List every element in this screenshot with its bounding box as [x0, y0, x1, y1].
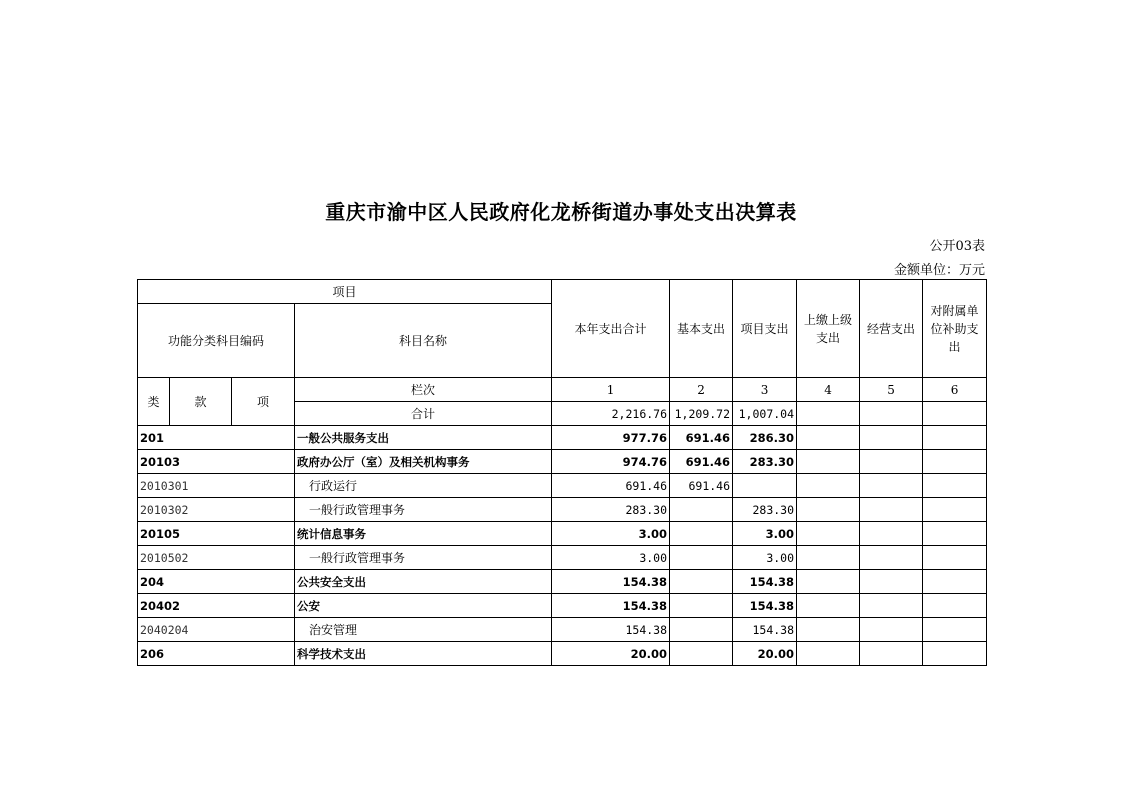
- column-number: 4: [797, 378, 860, 402]
- row-value: 691.46: [670, 450, 733, 474]
- row-value: [923, 546, 987, 570]
- row-code: 201: [138, 426, 295, 450]
- row-name: 科学技术支出: [295, 642, 552, 666]
- row-value: 154.38: [552, 570, 670, 594]
- row-value: [860, 618, 923, 642]
- row-value: 20.00: [552, 642, 670, 666]
- subject-name-header: 科目名称: [295, 304, 552, 378]
- row-value: [860, 522, 923, 546]
- row-code: 2010302: [138, 498, 295, 522]
- table-row: [138, 546, 987, 570]
- row-value: 691.46: [552, 474, 670, 498]
- row-name: 行政运行: [295, 474, 552, 498]
- row-value: [797, 618, 860, 642]
- row-value: 286.30: [733, 426, 797, 450]
- row-value: [860, 642, 923, 666]
- page-title: 重庆市渝中区人民政府化龙桥街道办事处支出决算表: [325, 200, 797, 224]
- row-name: 一般行政管理事务: [295, 546, 552, 570]
- row-name: 一般行政管理事务: [295, 498, 552, 522]
- row-value: [670, 594, 733, 618]
- table-row: [138, 450, 987, 474]
- table-row: [138, 618, 987, 642]
- row-value: [797, 426, 860, 450]
- row-value: [860, 426, 923, 450]
- row-value: 691.46: [670, 426, 733, 450]
- column-number: 3: [733, 378, 797, 402]
- row-value: [923, 594, 987, 618]
- row-value: [923, 642, 987, 666]
- row-code: 204: [138, 570, 295, 594]
- row-name: 公共安全支出: [295, 570, 552, 594]
- row-value: 974.76: [552, 450, 670, 474]
- lei-header: 类: [138, 378, 170, 426]
- total-value: [860, 402, 923, 426]
- row-value: [923, 522, 987, 546]
- col-header-project: 项目支出: [733, 280, 797, 378]
- row-value: 154.38: [733, 618, 797, 642]
- row-value: [797, 546, 860, 570]
- col-header-remit: 上缴上级支出: [797, 280, 860, 378]
- row-value: [797, 498, 860, 522]
- row-value: 977.76: [552, 426, 670, 450]
- row-value: [670, 498, 733, 522]
- total-value: 1,007.04: [733, 402, 797, 426]
- table-row: [138, 474, 987, 498]
- table-row: [138, 594, 987, 618]
- column-number: 1: [552, 378, 670, 402]
- kuan-header: 款: [170, 378, 232, 426]
- row-code: 2010301: [138, 474, 295, 498]
- total-value: 1,209.72: [670, 402, 733, 426]
- total-value: [923, 402, 987, 426]
- col-header-basic: 基本支出: [670, 280, 733, 378]
- table-row: [138, 642, 987, 666]
- row-code: 206: [138, 642, 295, 666]
- row-code: 2010502: [138, 546, 295, 570]
- row-value: 283.30: [733, 450, 797, 474]
- row-name: 公安: [295, 594, 552, 618]
- row-value: [923, 498, 987, 522]
- row-code: 2040204: [138, 618, 295, 642]
- row-value: [860, 450, 923, 474]
- row-value: [797, 642, 860, 666]
- row-value: [797, 450, 860, 474]
- row-value: 154.38: [733, 570, 797, 594]
- table-row: [138, 426, 987, 450]
- row-value: 283.30: [733, 498, 797, 522]
- row-value: 3.00: [733, 522, 797, 546]
- column-number: 6: [923, 378, 987, 402]
- table-row: [138, 522, 987, 546]
- row-value: [923, 450, 987, 474]
- total-value: [797, 402, 860, 426]
- row-value: [670, 642, 733, 666]
- xiang-header: 项: [232, 378, 295, 426]
- project-header: 项目: [138, 280, 552, 304]
- row-value: [797, 570, 860, 594]
- amount-unit: 金额单位：万元: [893, 263, 985, 278]
- row-value: [670, 522, 733, 546]
- row-value: 20.00: [733, 642, 797, 666]
- row-value: [860, 570, 923, 594]
- col-header-business: 经营支出: [860, 280, 923, 378]
- col-header-total: 本年支出合计: [552, 280, 670, 378]
- row-name: 统计信息事务: [295, 522, 552, 546]
- row-value: [860, 594, 923, 618]
- func-code-header: 功能分类科目编码: [138, 304, 295, 378]
- row-value: 283.30: [552, 498, 670, 522]
- row-value: [733, 474, 797, 498]
- row-value: [923, 570, 987, 594]
- row-code: 20105: [138, 522, 295, 546]
- total-value: 2,216.76: [552, 402, 670, 426]
- row-value: 154.38: [733, 594, 797, 618]
- row-value: [670, 618, 733, 642]
- lanci-label: 栏次: [295, 378, 552, 402]
- table-row: [138, 498, 987, 522]
- row-name: 治安管理: [295, 618, 552, 642]
- table-row: [138, 570, 987, 594]
- row-value: [670, 546, 733, 570]
- row-value: [797, 522, 860, 546]
- row-name: 一般公共服务支出: [295, 426, 552, 450]
- col-header-subsidy: 对附属单位补助支出: [923, 280, 987, 378]
- row-value: [797, 474, 860, 498]
- row-value: [860, 474, 923, 498]
- row-value: [670, 570, 733, 594]
- row-code: 20103: [138, 450, 295, 474]
- row-value: [923, 474, 987, 498]
- row-value: [923, 426, 987, 450]
- form-number: 公开03表: [929, 239, 985, 254]
- row-value: 3.00: [552, 546, 670, 570]
- row-value: [860, 498, 923, 522]
- row-value: 154.38: [552, 594, 670, 618]
- expenditure-table: [137, 279, 987, 666]
- total-label: 合计: [295, 402, 552, 426]
- column-number: 2: [670, 378, 733, 402]
- row-name: 政府办公厅（室）及相关机构事务: [295, 450, 552, 474]
- row-code: 20402: [138, 594, 295, 618]
- row-value: [797, 594, 860, 618]
- row-value: 691.46: [670, 474, 733, 498]
- row-value: [923, 618, 987, 642]
- row-value: 3.00: [733, 546, 797, 570]
- column-number: 5: [860, 378, 923, 402]
- row-value: 3.00: [552, 522, 670, 546]
- row-value: 154.38: [552, 618, 670, 642]
- row-value: [860, 546, 923, 570]
